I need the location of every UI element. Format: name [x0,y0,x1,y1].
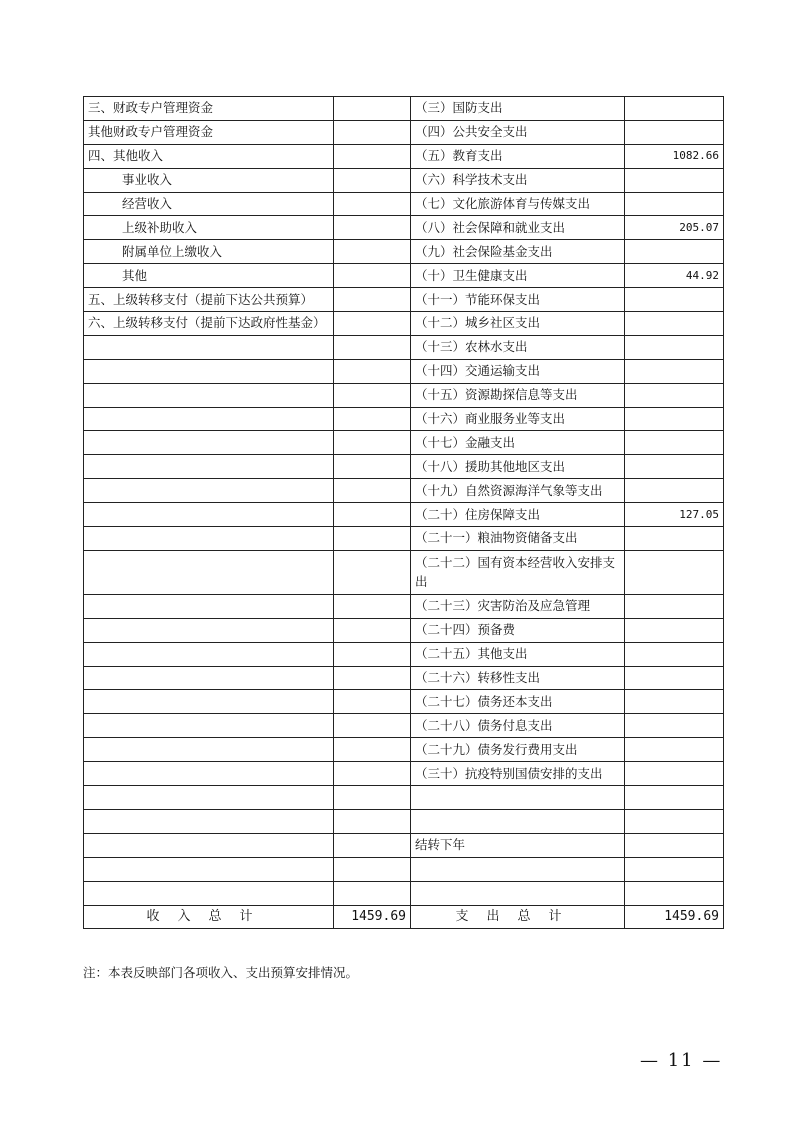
table-row [84,431,724,455]
income-amount-cell [334,359,411,383]
expense-amount-cell [625,738,724,762]
income-item-cell [84,714,334,738]
table-row [84,618,724,642]
income-amount-cell [334,455,411,479]
income-item-cell [84,762,334,786]
income-item-cell [84,833,334,857]
table-note: 注：本表反映部门各项收入、支出预算安排情况。 [83,965,359,980]
expense-item-cell: （二十六）转移性支出 [411,666,625,690]
expense-item-cell: （九）社会保险基金支出 [411,240,625,264]
expense-total-label: 支出总计 [411,905,625,929]
income-amount-cell [334,714,411,738]
income-total-value: 1459.69 [334,905,411,929]
table-row [84,857,724,881]
income-item-cell [84,857,334,881]
income-item-cell [84,738,334,762]
income-item-cell [84,431,334,455]
income-total-label: 收入总计 [84,905,334,929]
income-amount-cell [334,407,411,431]
expense-item-cell: （二十四）预备费 [411,618,625,642]
income-amount-cell [334,120,411,144]
expense-amount-cell [625,479,724,503]
table-row [84,216,724,240]
table-row [84,714,724,738]
table-row [84,786,724,810]
expense-item-cell: （十四）交通运输支出 [411,359,625,383]
expense-amount-cell [625,455,724,479]
table-row [84,479,724,503]
table-row [84,359,724,383]
expense-amount-cell: 205.07 [625,216,724,240]
income-amount-cell [334,312,411,336]
table-row [84,455,724,479]
table-row [84,407,724,431]
income-amount-cell [334,97,411,121]
income-item-cell: 四、其他收入 [84,144,334,168]
income-item-cell [84,479,334,503]
income-item-cell [84,383,334,407]
expense-amount-cell [625,240,724,264]
expense-item-cell: （七）文化旅游体育与传媒支出 [411,192,625,216]
income-item-cell [84,527,334,551]
income-item-cell: 附属单位上缴收入 [84,240,334,264]
expense-item-cell: （四）公共安全支出 [411,120,625,144]
expense-amount-cell [625,762,724,786]
expense-item-cell: （五）教育支出 [411,144,625,168]
expense-item-cell: （十一）节能环保支出 [411,288,625,312]
expense-item-cell: （六）科学技术支出 [411,168,625,192]
table-row [84,833,724,857]
page-number: — 11 — [640,1050,723,1071]
budget-table-body [84,97,724,906]
table-row [84,550,724,594]
income-amount-cell [334,192,411,216]
income-amount-cell [334,503,411,527]
table-row [84,527,724,551]
expense-amount-cell: 1082.66 [625,144,724,168]
table-row [84,809,724,833]
income-amount-cell [334,335,411,359]
income-amount-cell [334,288,411,312]
expense-amount-cell [625,786,724,810]
table-row [84,642,724,666]
income-amount-cell [334,786,411,810]
income-amount-cell [334,690,411,714]
income-amount-cell [334,550,411,594]
expense-item-cell: （三）国防支出 [411,97,625,121]
income-amount-cell [334,264,411,288]
expense-amount-cell [625,359,724,383]
expense-amount-cell [625,383,724,407]
income-amount-cell [334,216,411,240]
income-item-cell [84,881,334,905]
income-amount-cell [334,594,411,618]
table-row [84,383,724,407]
income-amount-cell [334,762,411,786]
income-item-cell [84,809,334,833]
expense-amount-cell [625,168,724,192]
table-row [84,594,724,618]
income-item-cell [84,642,334,666]
expense-item-cell: （二十三）灾害防治及应急管理 [411,594,625,618]
table-row [84,144,724,168]
expense-item-cell: （十六）商业服务业等支出 [411,407,625,431]
expense-item-cell: （八）社会保障和就业支出 [411,216,625,240]
income-amount-cell [334,666,411,690]
expense-amount-cell [625,594,724,618]
expense-amount-cell [625,833,724,857]
income-item-cell [84,618,334,642]
income-item-cell [84,666,334,690]
expense-amount-cell [625,407,724,431]
expense-amount-cell [625,881,724,905]
expense-item-cell: （二十八）债务付息支出 [411,714,625,738]
table-row [84,503,724,527]
expense-item-cell: （二十）住房保障支出 [411,503,625,527]
expense-item-cell: （二十九）债务发行费用支出 [411,738,625,762]
expense-item-cell [411,857,625,881]
expense-amount-cell [625,335,724,359]
income-amount-cell [334,479,411,503]
totals-row [84,905,724,929]
income-item-cell [84,335,334,359]
income-amount-cell [334,618,411,642]
expense-amount-cell [625,857,724,881]
income-amount-cell [334,527,411,551]
expense-item-cell: （十二）城乡社区支出 [411,312,625,336]
budget-table [83,96,724,929]
expense-item-cell: （十三）农林水支出 [411,335,625,359]
income-amount-cell [334,240,411,264]
table-row [84,762,724,786]
income-amount-cell [334,383,411,407]
income-item-cell: 六、上级转移支付（提前下达政府性基金） [84,312,334,336]
expense-amount-cell [625,192,724,216]
expense-amount-cell [625,809,724,833]
expense-amount-cell [625,97,724,121]
income-item-cell: 上级补助收入 [84,216,334,240]
expense-item-cell: （十七）金融支出 [411,431,625,455]
income-item-cell: 五、上级转移支付（提前下达公共预算） [84,288,334,312]
income-item-cell: 其他财政专户管理资金 [84,120,334,144]
expense-amount-cell [625,288,724,312]
income-amount-cell [334,144,411,168]
income-amount-cell [334,738,411,762]
table-row [84,192,724,216]
income-amount-cell [334,168,411,192]
table-row [84,738,724,762]
expense-amount-cell [625,642,724,666]
income-amount-cell [334,857,411,881]
income-item-cell: 其他 [84,264,334,288]
table-row [84,240,724,264]
expense-item-cell: （二十一）粮油物资储备支出 [411,527,625,551]
income-item-cell [84,594,334,618]
expense-item-cell: （二十七）债务还本支出 [411,690,625,714]
income-item-cell [84,550,334,594]
expense-amount-cell [625,312,724,336]
income-item-cell: 经营收入 [84,192,334,216]
expense-amount-cell: 44.92 [625,264,724,288]
table-row [84,881,724,905]
expense-amount-cell [625,527,724,551]
income-item-cell: 事业收入 [84,168,334,192]
expense-item-cell: （十）卫生健康支出 [411,264,625,288]
expense-amount-cell [625,550,724,594]
income-item-cell [84,407,334,431]
expense-item-cell: （十九）自然资源海洋气象等支出 [411,479,625,503]
table-row [84,120,724,144]
income-item-cell [84,455,334,479]
table-row [84,168,724,192]
table-row [84,97,724,121]
income-amount-cell [334,642,411,666]
income-item-cell [84,359,334,383]
expense-amount-cell [625,431,724,455]
income-amount-cell [334,833,411,857]
table-row [84,312,724,336]
expense-amount-cell [625,690,724,714]
expense-item-cell [411,809,625,833]
income-amount-cell [334,809,411,833]
table-row [84,288,724,312]
expense-item-cell: 结转下年 [411,833,625,857]
expense-amount-cell [625,714,724,738]
expense-item-cell: （二十二）国有资本经营收入安排支出 [411,550,625,594]
table-row [84,264,724,288]
income-amount-cell [334,431,411,455]
table-row [84,666,724,690]
expense-item-cell: （二十五）其他支出 [411,642,625,666]
income-item-cell [84,786,334,810]
expense-item-cell: （十五）资源勘探信息等支出 [411,383,625,407]
income-item-cell [84,503,334,527]
expense-item-cell [411,786,625,810]
expense-item-cell [411,881,625,905]
expense-amount-cell [625,618,724,642]
income-item-cell [84,690,334,714]
expense-amount-cell [625,666,724,690]
expense-total-value: 1459.69 [625,905,724,929]
expense-item-cell: （三十）抗疫特别国债安排的支出 [411,762,625,786]
income-amount-cell [334,881,411,905]
income-item-cell: 三、财政专户管理资金 [84,97,334,121]
expense-amount-cell: 127.05 [625,503,724,527]
expense-item-cell: （十八）援助其他地区支出 [411,455,625,479]
expense-amount-cell [625,120,724,144]
table-row [84,690,724,714]
table-row [84,335,724,359]
